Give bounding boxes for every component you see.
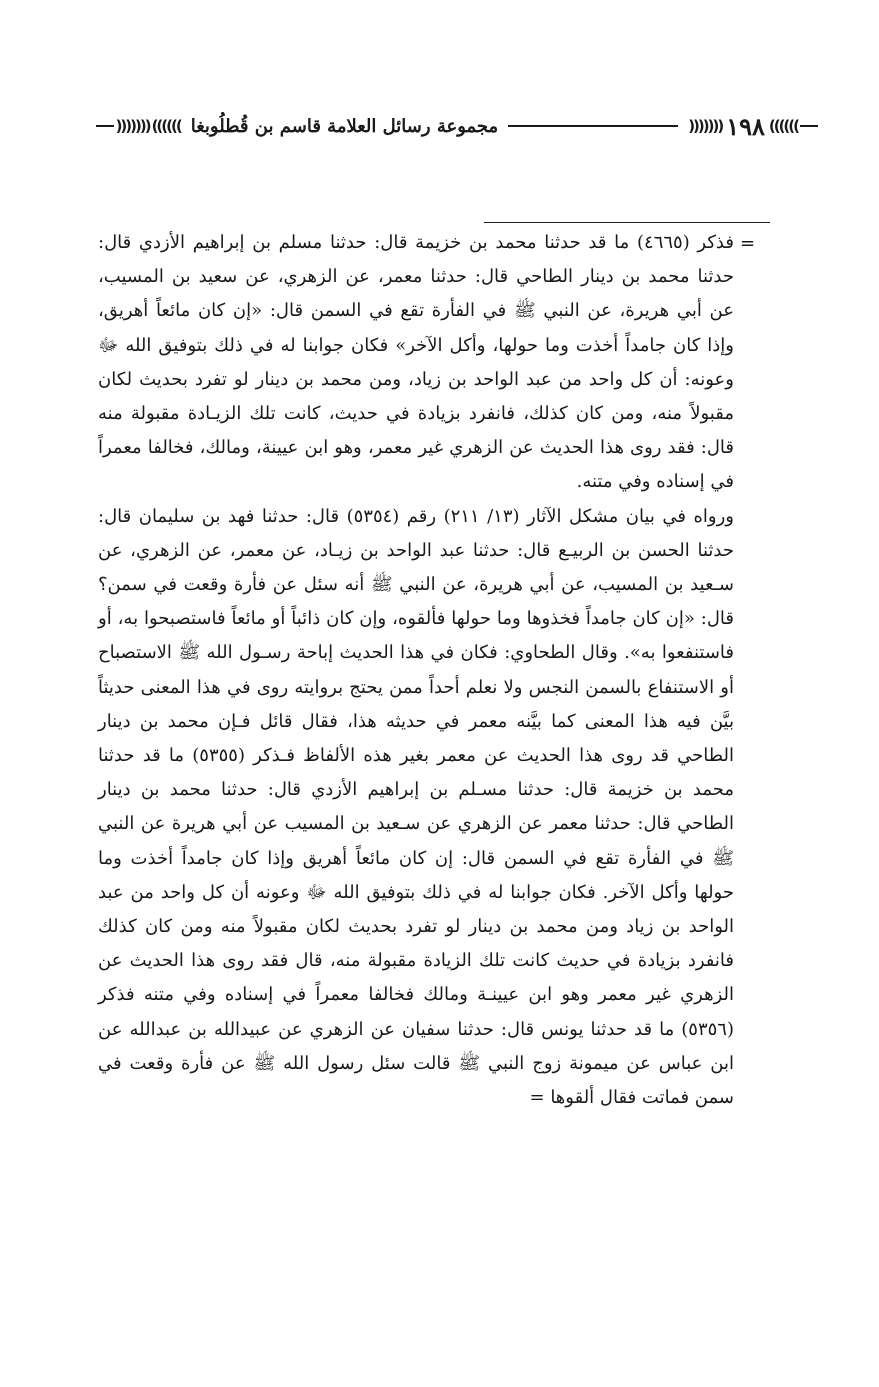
ornament-right-icon: ))))))	[151, 117, 181, 135]
page-number: ١٩٨	[726, 111, 765, 141]
arrow-line-icon	[800, 125, 818, 127]
ornament-left-icon: (((((((	[115, 117, 150, 135]
ornament-left-icon: (((((((	[688, 117, 723, 135]
footnote-separator	[484, 222, 770, 223]
continuation-mark: =	[740, 233, 756, 254]
page-header	[60, 104, 818, 148]
arrow-line-icon	[96, 125, 114, 127]
paragraph: فذكر (٤٦٦٥) ما قد حدثنا محمد بن خزيمة قال: حدثنا مسلم بن إبراهيم الأزدي قال: حدثنا محمد بن دينار الطاحي قال: حدثنا معمر، عن الزهري، عن سعيد بن المسيب، عن أبي هريرة، عن النبي ﷺ في الفأرة تقع في السمن قال: «إن كان مائعاً أهريق، وإذا كان جامداً أخذت وما حولها، وأكل الآخر» فكان جوابنا له في ذلك بتوفيق الله ﷻ وعونه: أن كل واحد من عبد الواحد بن زياد، ومن محمد بن دينار لو تفرد بحديث لكان مقبولاً منه، ومن كان كذلك، فانفرد بزيادة في حديث، كانت تلك الزيـادة مقبولة منه قال: فقد روى هذا الحديث عن الزهري غير معمر، وهو ابن عيينة، ومالك، فخالفا معمراً في إسناده وفي متنه.	[98, 232, 734, 493]
page-number-group	[688, 112, 818, 141]
title-ornament-group	[96, 117, 181, 135]
book-title: مجموعة رسائل العلامة قاسم بن قُطلُوبغا	[190, 115, 499, 137]
header-rule	[508, 125, 678, 127]
ornament-right-icon: ))))))	[768, 117, 798, 135]
paragraph: ورواه في بيان مشكل الآثار (١٣/ ٢١١) رقم (٥٣٥٤) قال: حدثنا فهد بن سليمان قال: حدثنا الحسن بن الربيـع قال: حدثنا عبد الواحد بن زيـاد، عن معمر، عن الزهري، عن سـعيد بن المسيب، عن أبي هريرة، عن النبي ﷺ أنه سئل عن فأرة وقعت في سمن؟ قال: «إن كان جامداً فخذوها وما حولها فألقوه، وإن كان ذائباً أو مائعاً فاستصبحوا به، أو فاستنفعوا به». وقال الطحاوي: فكان في هذا الحديث إباحة رسـول الله ﷺ الاستصباح أو الاستنفاع بالسمن النجس ولا نعلم أحداً ممن يحتج بروايته روى في هذا المعنى حديثاً بيَّن فيه هذا المعنى كما بيَّنه معمر في حديثه هذا، فقال قائل فـإن محمد بن دينار الطاحي قد روى هذا الحديث عن معمر بغير هذه الألفاظ فـذكر (٥٣٥٥) ما قد حدثنا محمد بن خزيمة قال: حدثنا مسـلم بن إبراهيم الأزدي قال: حدثنا محمد بن دينار الطاحي قال: حدثنا معمر عن الزهري عن سـعيد بن المسيب عن أبي هريرة عن النبي ﷺ في الفأرة تقع في السمن قال: إن كان مائعاً أهريق وإذا كان جامداً أخذت وما حولها وأكل الآخر. فكان جوابنا له في ذلك بتوفيق الله ﷻ وعونه أن كل واحد من عبد الواحد بن زياد ومن محمد بن دينار لو تفرد بحديث لكان مقبولاً منه ومن كان كذلك فانفرد بزيادة في حديث كانت تلك الزيادة مقبولة منه، قال فقد روى هذا الحديث عن الزهري غير معمر وهو ابن عيينـة ومالك فخالفا معمراً في إسناده وفي متنه فذكر (٥٣٥٦) ما قد حدثنا يونس قال: حدثنا سفيان عن الزهري عن عبيدالله بن عبدالله عن ابن عباس عن ميمونة زوج النبي ﷺ قالت سئل رسول الله ﷺ عن فأرة وقعت في سمن فماتت فقال ألقوها =	[98, 505, 734, 1109]
footnote-body	[98, 226, 734, 1115]
